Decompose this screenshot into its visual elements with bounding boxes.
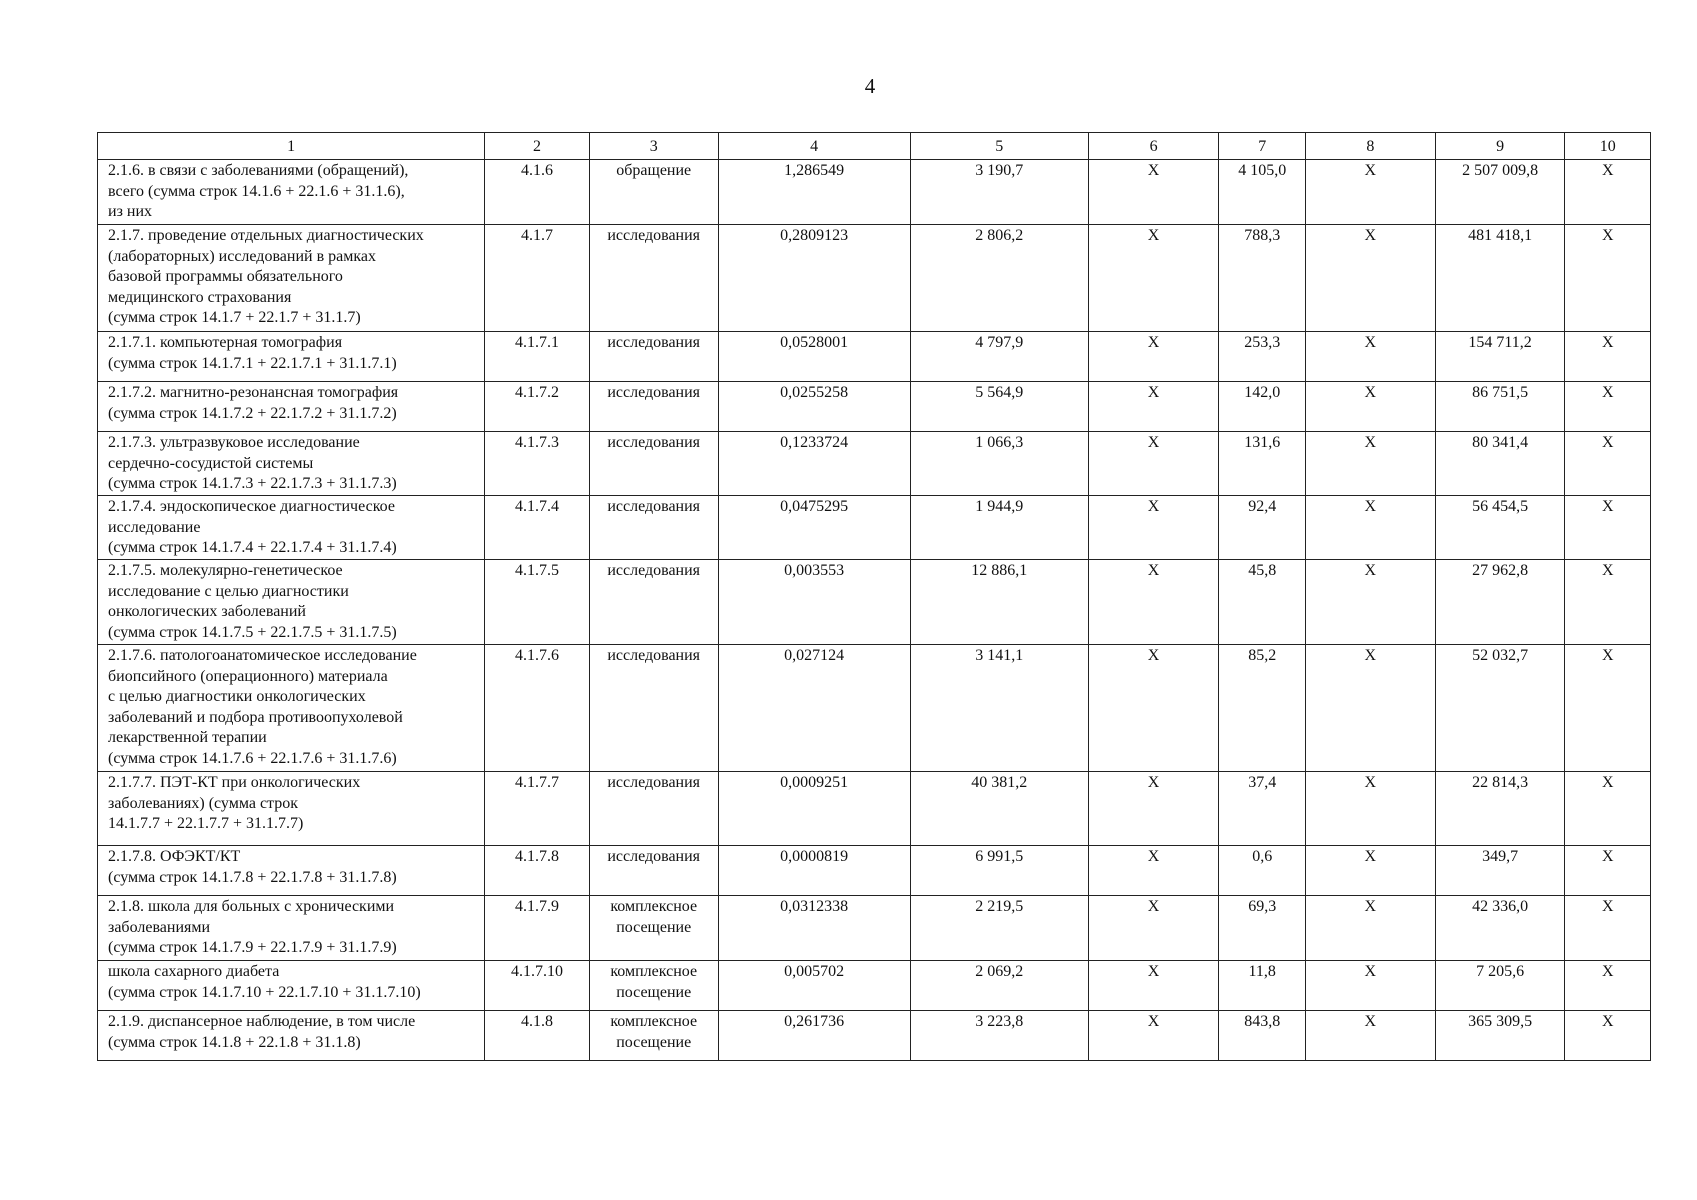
unit-of-measure: исследования bbox=[589, 382, 718, 432]
volume-norm: 0,027124 bbox=[718, 645, 910, 772]
volume-norm: 0,261736 bbox=[718, 1011, 910, 1061]
col-8-value: Х bbox=[1305, 160, 1435, 225]
unit-of-measure: исследования bbox=[589, 772, 718, 846]
col-6-value: Х bbox=[1088, 645, 1219, 772]
col-9-value: 86 751,5 bbox=[1435, 382, 1565, 432]
col-6-value: Х bbox=[1088, 160, 1219, 225]
col-6-value: Х bbox=[1088, 560, 1219, 645]
column-header: 9 bbox=[1435, 133, 1565, 160]
col-8-value: Х bbox=[1305, 846, 1435, 896]
unit-of-measure: комплексное посещение bbox=[589, 961, 718, 1011]
row-description: 2.1.6. в связи с заболеваниями (обращений), всего (сумма строк 14.1.6 + 22.1.6 + 31.1.6), из них bbox=[98, 160, 485, 225]
row-code: 4.1.7.2 bbox=[485, 382, 590, 432]
col-9-value: 154 711,2 bbox=[1435, 332, 1565, 382]
volume-norm: 0,0312338 bbox=[718, 896, 910, 961]
cost-norm: 2 069,2 bbox=[910, 961, 1088, 1011]
cost-norm: 6 991,5 bbox=[910, 846, 1088, 896]
row-code: 4.1.7.6 bbox=[485, 645, 590, 772]
col-10-value: Х bbox=[1565, 432, 1651, 496]
data-table bbox=[97, 132, 1651, 1061]
cost-norm: 4 797,9 bbox=[910, 332, 1088, 382]
page-number: 4 bbox=[864, 74, 876, 98]
column-header: 10 bbox=[1565, 133, 1651, 160]
table-row bbox=[98, 432, 1651, 496]
cost-norm: 12 886,1 bbox=[910, 560, 1088, 645]
col-8-value: Х bbox=[1305, 496, 1435, 560]
col-9-value: 365 309,5 bbox=[1435, 1011, 1565, 1061]
unit-of-measure: исследования bbox=[589, 846, 718, 896]
row-description: школа сахарного диабета (сумма строк 14.1.7.10 + 22.1.7.10 + 31.1.7.10) bbox=[98, 961, 485, 1011]
col-8-value: Х bbox=[1305, 382, 1435, 432]
table-row bbox=[98, 1011, 1651, 1061]
column-header: 5 bbox=[910, 133, 1088, 160]
col-9-value: 2 507 009,8 bbox=[1435, 160, 1565, 225]
col-7-value: 142,0 bbox=[1219, 382, 1306, 432]
col-8-value: Х bbox=[1305, 896, 1435, 961]
row-code: 4.1.7.3 bbox=[485, 432, 590, 496]
col-7-value: 4 105,0 bbox=[1219, 160, 1306, 225]
col-10-value: Х bbox=[1565, 846, 1651, 896]
row-description: 2.1.9. диспансерное наблюдение, в том числе (сумма строк 14.1.8 + 22.1.8 + 31.1.8) bbox=[98, 1011, 485, 1061]
volume-norm: 0,003553 bbox=[718, 560, 910, 645]
cost-norm: 3 141,1 bbox=[910, 645, 1088, 772]
table-row bbox=[98, 772, 1651, 846]
column-header: 4 bbox=[718, 133, 910, 160]
volume-norm: 1,286549 bbox=[718, 160, 910, 225]
volume-norm: 0,2809123 bbox=[718, 225, 910, 332]
col-6-value: Х bbox=[1088, 225, 1219, 332]
col-7-value: 843,8 bbox=[1219, 1011, 1306, 1061]
col-9-value: 27 962,8 bbox=[1435, 560, 1565, 645]
cost-norm: 3 223,8 bbox=[910, 1011, 1088, 1061]
col-10-value: Х bbox=[1565, 772, 1651, 846]
table-row bbox=[98, 225, 1651, 332]
row-code: 4.1.6 bbox=[485, 160, 590, 225]
row-description: 2.1.7.7. ПЭТ-КТ при онкологических заболеваниях) (сумма строк 14.1.7.7 + 22.1.7.7 + 31.1.7.7) bbox=[98, 772, 485, 846]
col-7-value: 37,4 bbox=[1219, 772, 1306, 846]
col-10-value: Х bbox=[1565, 496, 1651, 560]
col-7-value: 69,3 bbox=[1219, 896, 1306, 961]
unit-of-measure: обращение bbox=[589, 160, 718, 225]
col-6-value: Х bbox=[1088, 1011, 1219, 1061]
col-6-value: Х bbox=[1088, 846, 1219, 896]
col-8-value: Х bbox=[1305, 645, 1435, 772]
column-header: 2 bbox=[485, 133, 590, 160]
col-9-value: 52 032,7 bbox=[1435, 645, 1565, 772]
col-7-value: 11,8 bbox=[1219, 961, 1306, 1011]
volume-norm: 0,0009251 bbox=[718, 772, 910, 846]
volume-norm: 0,005702 bbox=[718, 961, 910, 1011]
row-code: 4.1.7.7 bbox=[485, 772, 590, 846]
col-10-value: Х bbox=[1565, 160, 1651, 225]
row-code: 4.1.7.1 bbox=[485, 332, 590, 382]
cost-norm: 1 944,9 bbox=[910, 496, 1088, 560]
col-9-value: 481 418,1 bbox=[1435, 225, 1565, 332]
row-description: 2.1.7.1. компьютерная томография (сумма строк 14.1.7.1 + 22.1.7.1 + 31.1.7.1) bbox=[98, 332, 485, 382]
table-row bbox=[98, 846, 1651, 896]
volume-norm: 0,0255258 bbox=[718, 382, 910, 432]
row-code: 4.1.7.9 bbox=[485, 896, 590, 961]
cost-norm: 40 381,2 bbox=[910, 772, 1088, 846]
table-row bbox=[98, 382, 1651, 432]
col-6-value: Х bbox=[1088, 382, 1219, 432]
col-6-value: Х bbox=[1088, 961, 1219, 1011]
col-10-value: Х bbox=[1565, 961, 1651, 1011]
row-description: 2.1.7.5. молекулярно-генетическое исследование с целью диагностики онкологических заболеваний (сумма строк 14.1.7.5 + 22.1.7.5 + 31.1.7.5) bbox=[98, 560, 485, 645]
row-description: 2.1.7.3. ультразвуковое исследование сердечно-сосудистой системы (сумма строк 14.1.7.3 + 22.1.7.3 + 31.1.7.3) bbox=[98, 432, 485, 496]
unit-of-measure: комплексное посещение bbox=[589, 896, 718, 961]
row-code: 4.1.7 bbox=[485, 225, 590, 332]
col-9-value: 56 454,5 bbox=[1435, 496, 1565, 560]
column-header: 3 bbox=[589, 133, 718, 160]
col-10-value: Х bbox=[1565, 332, 1651, 382]
col-8-value: Х bbox=[1305, 1011, 1435, 1061]
col-7-value: 131,6 bbox=[1219, 432, 1306, 496]
row-description: 2.1.7.4. эндоскопическое диагностическое исследование (сумма строк 14.1.7.4 + 22.1.7.4 + 31.1.7.4) bbox=[98, 496, 485, 560]
col-9-value: 42 336,0 bbox=[1435, 896, 1565, 961]
col-6-value: Х bbox=[1088, 772, 1219, 846]
cost-norm: 2 806,2 bbox=[910, 225, 1088, 332]
header-row bbox=[98, 133, 1651, 160]
col-6-value: Х bbox=[1088, 432, 1219, 496]
col-8-value: Х bbox=[1305, 560, 1435, 645]
col-7-value: 92,4 bbox=[1219, 496, 1306, 560]
col-9-value: 349,7 bbox=[1435, 846, 1565, 896]
col-6-value: Х bbox=[1088, 332, 1219, 382]
col-9-value: 22 814,3 bbox=[1435, 772, 1565, 846]
row-code: 4.1.7.4 bbox=[485, 496, 590, 560]
column-header: 8 bbox=[1305, 133, 1435, 160]
col-7-value: 0,6 bbox=[1219, 846, 1306, 896]
cost-norm: 2 219,5 bbox=[910, 896, 1088, 961]
row-description: 2.1.7.6. патологоанатомическое исследование биопсийного (операционного) материала с целью диагностики онкологических заболеваний и подбора противоопухолевой лекарственной терапии (сумма строк 14.1.7.6 + 22.1.7.6 + 31.1.7.6) bbox=[98, 645, 485, 772]
column-header: 6 bbox=[1088, 133, 1219, 160]
col-10-value: Х bbox=[1565, 896, 1651, 961]
col-8-value: Х bbox=[1305, 432, 1435, 496]
column-header: 1 bbox=[98, 133, 485, 160]
col-7-value: 85,2 bbox=[1219, 645, 1306, 772]
table-body bbox=[98, 160, 1651, 1061]
col-10-value: Х bbox=[1565, 560, 1651, 645]
row-code: 4.1.8 bbox=[485, 1011, 590, 1061]
col-7-value: 45,8 bbox=[1219, 560, 1306, 645]
row-code: 4.1.7.8 bbox=[485, 846, 590, 896]
table-row bbox=[98, 896, 1651, 961]
row-description: 2.1.7.2. магнитно-резонансная томография (сумма строк 14.1.7.2 + 22.1.7.2 + 31.1.7.2) bbox=[98, 382, 485, 432]
unit-of-measure: исследования bbox=[589, 496, 718, 560]
table-row bbox=[98, 560, 1651, 645]
cost-norm: 3 190,7 bbox=[910, 160, 1088, 225]
row-code: 4.1.7.5 bbox=[485, 560, 590, 645]
volume-norm: 0,0475295 bbox=[718, 496, 910, 560]
table-row bbox=[98, 645, 1651, 772]
row-description: 2.1.8. школа для больных с хроническими заболеваниями (сумма строк 14.1.7.9 + 22.1.7.9 + 31.1.7.9) bbox=[98, 896, 485, 961]
cost-norm: 1 066,3 bbox=[910, 432, 1088, 496]
table-row bbox=[98, 496, 1651, 560]
col-8-value: Х bbox=[1305, 961, 1435, 1011]
row-description: 2.1.7.8. ОФЭКТ/КТ (сумма строк 14.1.7.8 + 22.1.7.8 + 31.1.7.8) bbox=[98, 846, 485, 896]
column-header: 7 bbox=[1219, 133, 1306, 160]
col-9-value: 80 341,4 bbox=[1435, 432, 1565, 496]
col-8-value: Х bbox=[1305, 772, 1435, 846]
col-8-value: Х bbox=[1305, 332, 1435, 382]
volume-norm: 0,0000819 bbox=[718, 846, 910, 896]
row-description: 2.1.7. проведение отдельных диагностических (лабораторных) исследований в рамках базовой программы обязательного медицинского страхования (сумма строк 14.1.7 + 22.1.7 + 31.1.7) bbox=[98, 225, 485, 332]
col-10-value: Х bbox=[1565, 1011, 1651, 1061]
col-7-value: 253,3 bbox=[1219, 332, 1306, 382]
col-10-value: Х bbox=[1565, 382, 1651, 432]
table-row bbox=[98, 160, 1651, 225]
unit-of-measure: исследования bbox=[589, 432, 718, 496]
col-7-value: 788,3 bbox=[1219, 225, 1306, 332]
col-10-value: Х bbox=[1565, 645, 1651, 772]
col-6-value: Х bbox=[1088, 496, 1219, 560]
unit-of-measure: комплексное посещение bbox=[589, 1011, 718, 1061]
col-10-value: Х bbox=[1565, 225, 1651, 332]
unit-of-measure: исследования bbox=[589, 225, 718, 332]
unit-of-measure: исследования bbox=[589, 332, 718, 382]
col-8-value: Х bbox=[1305, 225, 1435, 332]
unit-of-measure: исследования bbox=[589, 645, 718, 772]
volume-norm: 0,0528001 bbox=[718, 332, 910, 382]
unit-of-measure: исследования bbox=[589, 560, 718, 645]
col-6-value: Х bbox=[1088, 896, 1219, 961]
cost-norm: 5 564,9 bbox=[910, 382, 1088, 432]
table-row bbox=[98, 332, 1651, 382]
col-9-value: 7 205,6 bbox=[1435, 961, 1565, 1011]
row-code: 4.1.7.10 bbox=[485, 961, 590, 1011]
table-row bbox=[98, 961, 1651, 1011]
volume-norm: 0,1233724 bbox=[718, 432, 910, 496]
